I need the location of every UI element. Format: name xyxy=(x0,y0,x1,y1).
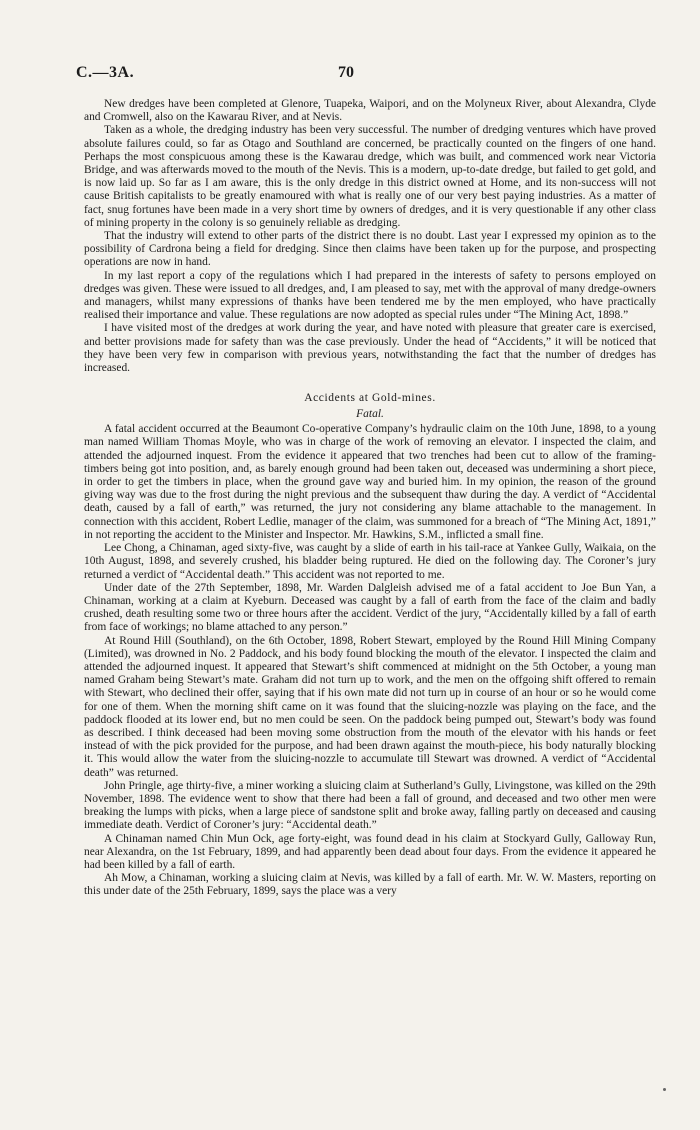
paragraph: New dredges have been completed at Glenore, Tuapeka, Waipori, and on the Molyneux River, about Alexandra, Clyde and Cromwell, also on the Kawarau River, and at Nevis. xyxy=(84,98,656,124)
paragraph: Taken as a whole, the dredging industry has been very successful. The number of dredging ventures which have proved absolute failures could, so far as Otago and Southland are concerned, be practically counted on the fingers of one hand. Perhaps the most conspicuous among these is the Kawarau dredge, which was built, and commenced work near Victoria Bridge, and was afterwards moved to the mouth of the Nevis. This is a modern, up-to-date dredge, but failed to get gold, and is now laid up. So far as I am aware, this is the only dredge in this district owned at Home, and its non-success will not cause British capitalists to be greatly enamoured with what is really one of our very best paying industries. As a matter of fact, snug fortunes have been made in a very short time by owners of dredges, and it is very questionable if any other class of mining property in the colony is so genuinely reliable as dredging. xyxy=(84,124,656,229)
document-reference: C.—3A. xyxy=(76,64,135,81)
page-speck xyxy=(663,1088,666,1091)
paragraph: I have visited most of the dredges at work during the year, and have noted with pleasure that greater care is exercised, and better provisions made for safety than was the case previously. Under the head of “Accidents,” it will be noticed that they have been very few in comparison with previous years, notwithstanding the fact that the number of dredges has increased. xyxy=(84,322,656,375)
paragraph: Ah Mow, a Chinaman, working a sluicing claim at Nevis, was killed by a fall of earth. Mr. W. W. Masters, reporting on this under date of the 25th February, 1899, says the place was a very xyxy=(84,872,656,898)
paragraph: A fatal accident occurred at the Beaumont Co-operative Company’s hydraulic claim on the 10th June, 1898, to a young man named William Thomas Moyle, who was in charge of the work of removing an elevator. I inspected the claim, and attended the adjourned inquest. From the evidence it appeared that two trenches had been cut to allow of the framing-timbers being got into position, and, as barely enough ground had been taken out, deceased was undermining a short piece, in order to get the timbers in place, when the ground gave way and buried him. In my opinion, the reason of the ground giving way was due to the frost during the night previous and the subsequent thaw during the day. A verdict of “Accidental death, caused by a fall of earth,” was returned, the jury not considering any blame attachable to the management. In connection with this accident, Robert Ledlie, manager of the claim, was summoned for a breach of “The Mining Act, 1891,” in not reporting the accident to the Minister and Inspector. Mr. Hawkins, S.M., inflicted a small fine. xyxy=(84,423,656,541)
paragraph: A Chinaman named Chin Mun Ock, age forty-eight, was found dead in his claim at Stockyard Gully, Galloway Run, near Alexandra, on the 1st February, 1899, and had apparently been dead about four days. From the evidence it appeared he had been killed by a fall of earth. xyxy=(84,832,656,871)
paragraph: Under date of the 27th September, 1898, Mr. Warden Dalgleish advised me of a fatal accident to Joe Bun Yan, a Chinaman, working at a claim at Kyeburn. Deceased was caught by a fall of earth from the face of the claim and badly crushed, death resulting some two or three hours after the accident. Verdict of the jury, “Accidentally killed by a fall of earth from face of workings; no blame attached to any person.” xyxy=(84,581,656,634)
paragraph: Lee Chong, a Chinaman, aged sixty-five, was caught by a slide of earth in his tail-race at Yankee Gully, Waikaia, on the 10th August, 1898, and severely crushed, his bladder being ruptured. He died on the following day. The Coroner’s jury returned a verdict of “Accidental death.” This accident was not reported to me. xyxy=(84,542,656,581)
paragraph: John Pringle, age thirty-five, a miner working a sluicing claim at Sutherland’s Gully, Livingstone, was killed on the 29th November, 1898. The evidence went to show that there had been a fall of ground, and deceased and two other men were breaking the lumps with picks, when a large piece of sandstone split and broke away, falling partly on deceased and causing immediate death. Verdict of Coroner’s jury: “Accidental death.” xyxy=(84,779,656,832)
page-number: 70 xyxy=(338,64,354,81)
subsection-heading: Fatal. xyxy=(356,408,384,421)
section-heading: Accidents at Gold-mines. xyxy=(304,392,436,405)
section-spacer xyxy=(84,375,656,391)
paragraph: That the industry will extend to other parts of the district there is no doubt. Last year I expressed my opinion as to the possibility of Cardrona being a field for dredging. Since then claims have been taken up for the purpose, and prospecting operations are now in hand. xyxy=(84,230,656,269)
page-header xyxy=(76,64,656,90)
accidents-section xyxy=(84,423,656,898)
paragraph: In my last report a copy of the regulations which I had prepared in the interests of safety to persons employed on dredges was given. These were issued to all dredges, and, I am pleased to say, met with the approval of many dredge-owners and managers, whilst many expressions of thanks have been tendered me by the men employed, who have practically realised their importance and value. These regulations are now adopted as special rules under “The Mining Act, 1898.” xyxy=(84,269,656,322)
paragraph: At Round Hill (Southland), on the 6th October, 1898, Robert Stewart, employed by the Round Hill Mining Company (Limited), was drowned in No. 2 Paddock, and his body found blocking the mouth of the elevator. I inspected the claim and attended the adjourned inquest. It appeared that Stewart’s shift commenced at midnight on the 5th October, a young man named Graham being Stewart’s mate. Graham did not turn up to work, and the men on the offgoing shift offered to remain with Stewart, who declined their offer, saying that if his own mate did not turn up in course of an hour or so he would come for one of them. When the morning shift came on it was found that the sluicing-nozzle was playing on the face, and the paddock flooded at its lower end, but no men could be seen. On the paddock being pumped out, Stewart’s body was found as described. I think deceased had been moving some obstruction from the mouth of the elevator with his hands or feet instead of with the pick provided for the purpose, and had been drawn against the mouth-piece, his body naturally blocking it. This would allow the water from the sluicing-nozzle to accumulate till Stewart was drowned. A verdict of “Accidental death” was returned. xyxy=(84,634,656,779)
intro-section xyxy=(84,98,656,375)
